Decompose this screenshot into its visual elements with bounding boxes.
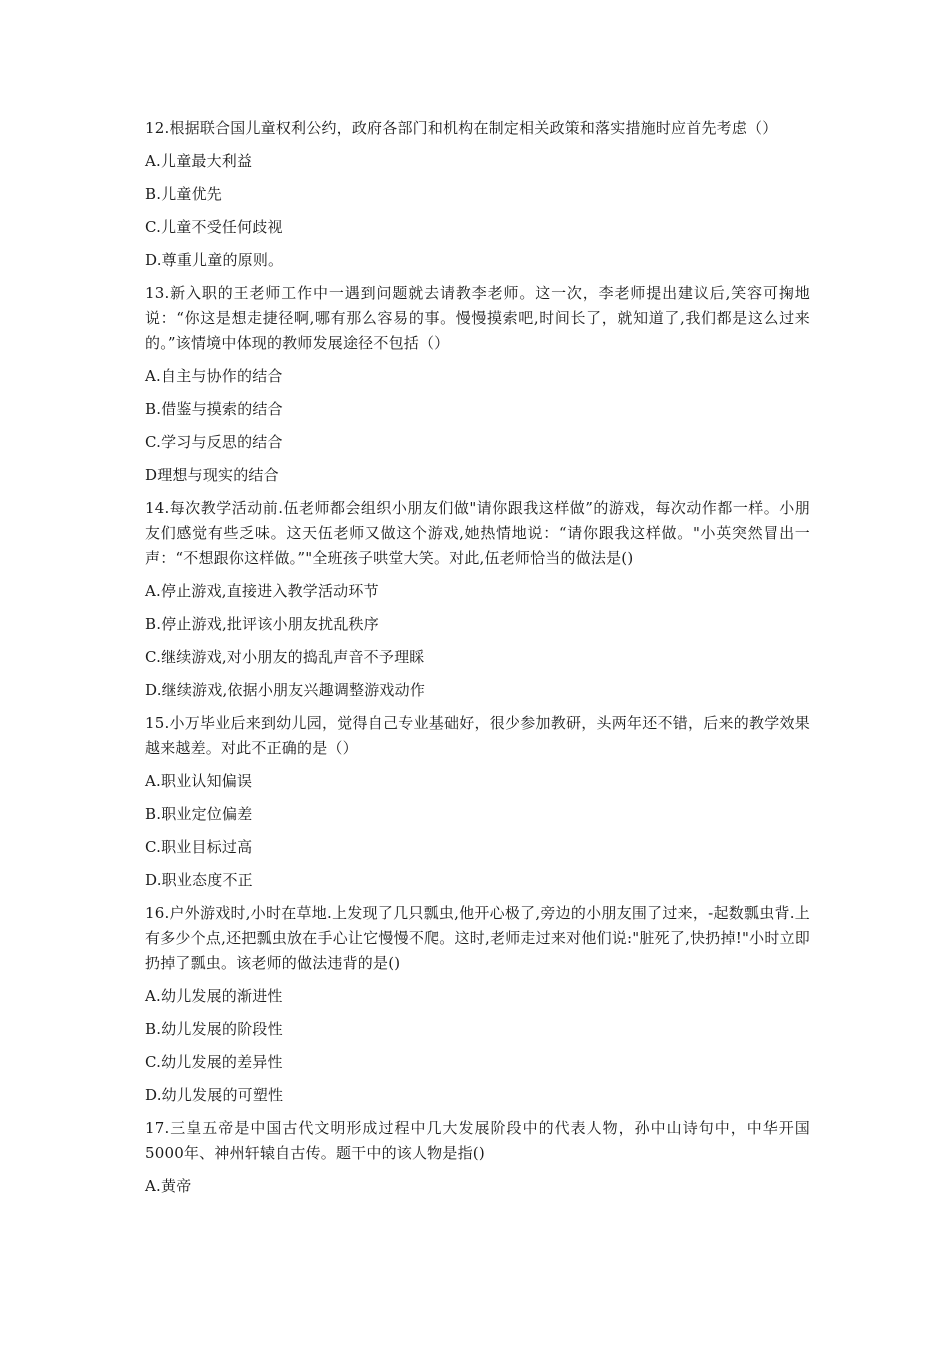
option-b: B.儿童优先: [145, 185, 222, 203]
option-d: D.幼儿发展的可塑性: [145, 1086, 284, 1104]
option-b: B.停止游戏,批评该小朋友扰乱秩序: [145, 615, 379, 633]
option-b: B.幼儿发展的阶段性: [145, 1020, 283, 1038]
option-b: B.职业定位偏差: [145, 805, 253, 823]
option-a: A.儿童最大利益: [145, 152, 253, 170]
question-13: [145, 281, 810, 488]
option-a: A.幼儿发展的渐进性: [145, 987, 283, 1005]
question-16: [145, 901, 810, 1108]
question-stem: 15.小万毕业后来到幼儿园，觉得自己专业基础好，很少参加教研，头两年还不错，后来的教学效果越来越差。对此不正确的是（）: [145, 714, 810, 757]
option-c: C.儿童不受任何歧视: [145, 218, 283, 236]
document-page: [145, 116, 810, 1207]
question-stem: 17.三皇五帝是中国古代文明形成过程中几大发展阶段中的代表人物，孙中山诗句中，中华开国5000年、神州轩辕自古传。题干中的该人物是指(): [145, 1119, 810, 1162]
option-a: A.黄帝: [145, 1177, 192, 1195]
option-d: D.尊重儿童的原则。: [145, 251, 284, 269]
question-stem: 13.新入职的王老师工作中一遇到问题就去请教李老师。这一次，李老师提出建议后,笑容可掬地说：“你这是想走捷径啊,哪有那么容易的事。慢慢摸索吧,时间长了，就知道了,我们都是这么过来的。”该情境中体现的教师发展途径不包括（）: [145, 284, 810, 352]
option-c: C.继续游戏,对小朋友的捣乱声音不予理睬: [145, 648, 425, 666]
option-a: A.停止游戏,直接进入教学活动环节: [145, 582, 379, 600]
question-12: [145, 116, 810, 273]
option-c: C.职业目标过高: [145, 838, 253, 856]
option-a: A.职业认知偏误: [145, 772, 253, 790]
option-b: B.借鉴与摸索的结合: [145, 400, 283, 418]
question-14: [145, 496, 810, 703]
option-d: D.继续游戏,依据小朋友兴趣调整游戏动作: [145, 681, 426, 699]
question-stem: 16.户外游戏时,小时在草地.上发现了几只瓢虫,他开心极了,旁边的小朋友围了过来，-起数瓢虫背.上有多少个点,还把瓢虫放在手心让它慢慢不爬。这时,老师走过来对他们说:"脏死了,快扔掉!"小时立即扔掉了瓢虫。该老师的做法违背的是(): [145, 904, 810, 972]
option-a: A.自主与协作的结合: [145, 367, 283, 385]
question-stem: 14.每次教学活动前.伍老师都会组织小朋友们做"请你跟我这样做”的游戏，每次动作都一样。小朋友们感觉有些乏味。这天伍老师又做这个游戏,她热情地说：“请你跟我这样做。"小英突然冒出一声：“不想跟你这样做。”"全班孩子哄堂大笑。对此,伍老师恰当的做法是(): [145, 499, 810, 567]
option-c: C.学习与反思的结合: [145, 433, 283, 451]
option-d: D理想与现实的结合: [145, 466, 279, 484]
option-c: C.幼儿发展的差异性: [145, 1053, 283, 1071]
question-15: [145, 711, 810, 893]
option-d: D.职业态度不正: [145, 871, 253, 889]
question-stem: 12.根据联合国儿童权利公约，政府各部门和机构在制定相关政策和落实措施时应首先考虑（）: [145, 119, 778, 137]
question-17: [145, 1116, 810, 1199]
